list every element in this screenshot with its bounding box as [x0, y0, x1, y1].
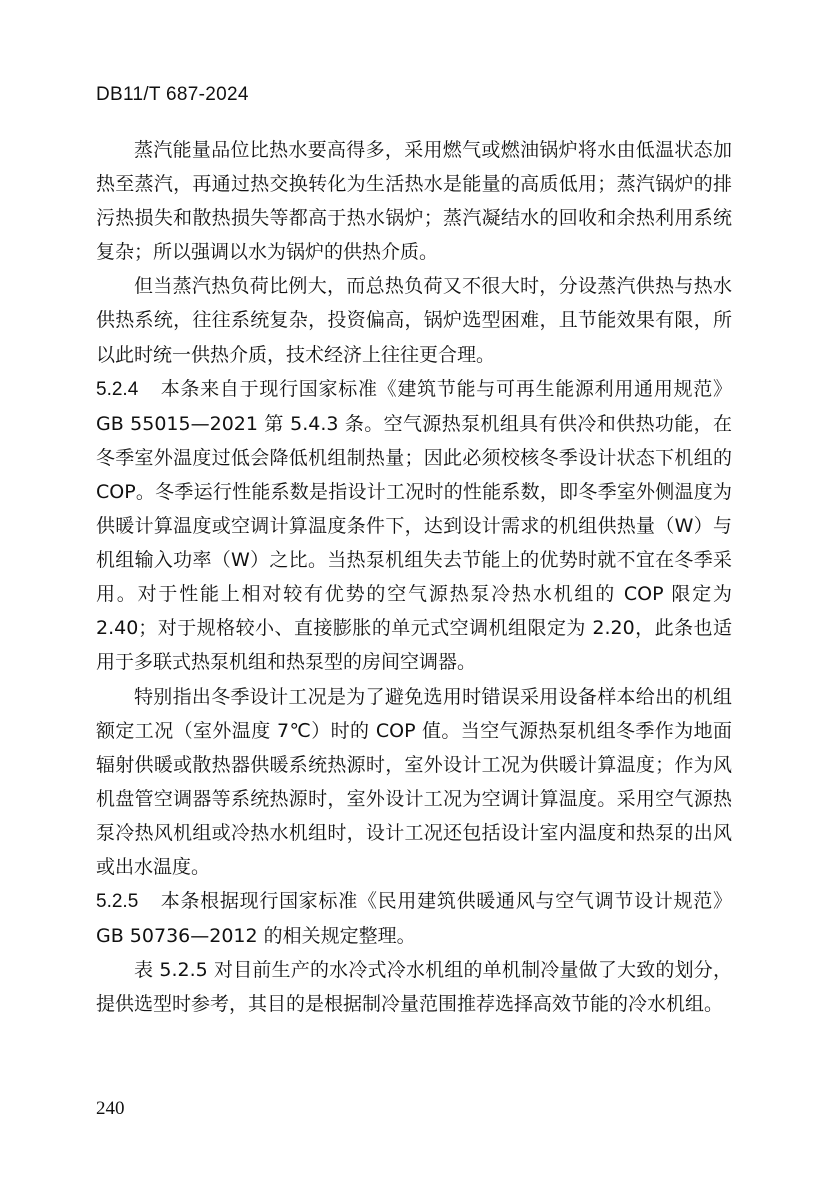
paragraph-2: 但当蒸汽热负荷比例大，而总热负荷又不很大时，分设蒸汽供热与热水供热系统，往往系统复杂，投资偏高，锅炉选型困难，且节能效果有限，所以此时统一供热介质，技术经济上往往更合理。	[96, 275, 732, 366]
section-5-2-5	[96, 884, 732, 953]
paragraph-6: 表 5.2.5 对目前生产的水冷式冷水机组的单机制冷量做了大致的划分，提供选型时参考，其目的是根据制冷量范围推荐选择高效节能的冷水机组。	[96, 959, 732, 1016]
section-text: 本条来自于现行国家标准《建筑节能与可再生能源利用通用规范》GB 55015—2021 第 5.4.3 条。空气源热泵机组具有供冷和供热功能，在冬季室外温度过低会降低机组制热量；因此必须校核冬季设计状态下机组的 COP。冬季运行性能系数是指设计工况时的性能系数，即冬季室外侧温度为供暖计算温度或空调计算温度条件下，达到设计需求的机组供热量（W）与机组输入功率（W）之比。当热泵机组失去节能上的优势时就不宜在冬季采用。对于性能上相对较有优势的空气源热泵冷热水机组的 COP 限定为 2.40；对于规格较小、直接膨胀的单元式空调机组限定为 2.20，此条也适用于多联式热泵机组和热泵型的房间空调器。	[96, 377, 732, 674]
section-number: 5.2.5	[96, 891, 139, 913]
document-code: DB11/T 687-2024	[96, 84, 249, 105]
section-number: 5.2.4	[96, 378, 139, 400]
section-5-2-4	[96, 372, 732, 680]
paragraph-4: 特别指出冬季设计工况是为了避免选用时错误采用设备样本给出的机组额定工况（室外温度 7℃）时的 COP 值。当空气源热泵机组冬季作为地面辐射供暖或散热器供暖系统热源时，室外设计工况为供暖计算温度；作为风机盘管空调器等系统热源时，室外设计工况为空调计算温度。采用空气源热泵冷热风机组或冷热水机组时，设计工况还包括设计室内温度和热泵的出风或出水温度。	[96, 685, 732, 878]
paragraph-1: 蒸汽能量品位比热水要高得多，采用燃气或燃油锅炉将水由低温状态加热至蒸汽，再通过热交换转化为生活热水是能量的高质低用；蒸汽锅炉的排污热损失和散热损失等都高于热水锅炉；蒸汽凝结水的回收和余热利用系统复杂；所以强调以水为锅炉的供热介质。	[96, 139, 732, 264]
section-text: 本条根据现行国家标准《民用建筑供暖通风与空气调节设计规范》GB 50736—2012 的相关规定整理。	[96, 890, 732, 948]
body-text	[96, 133, 732, 1021]
page-number: 240	[96, 1098, 125, 1119]
